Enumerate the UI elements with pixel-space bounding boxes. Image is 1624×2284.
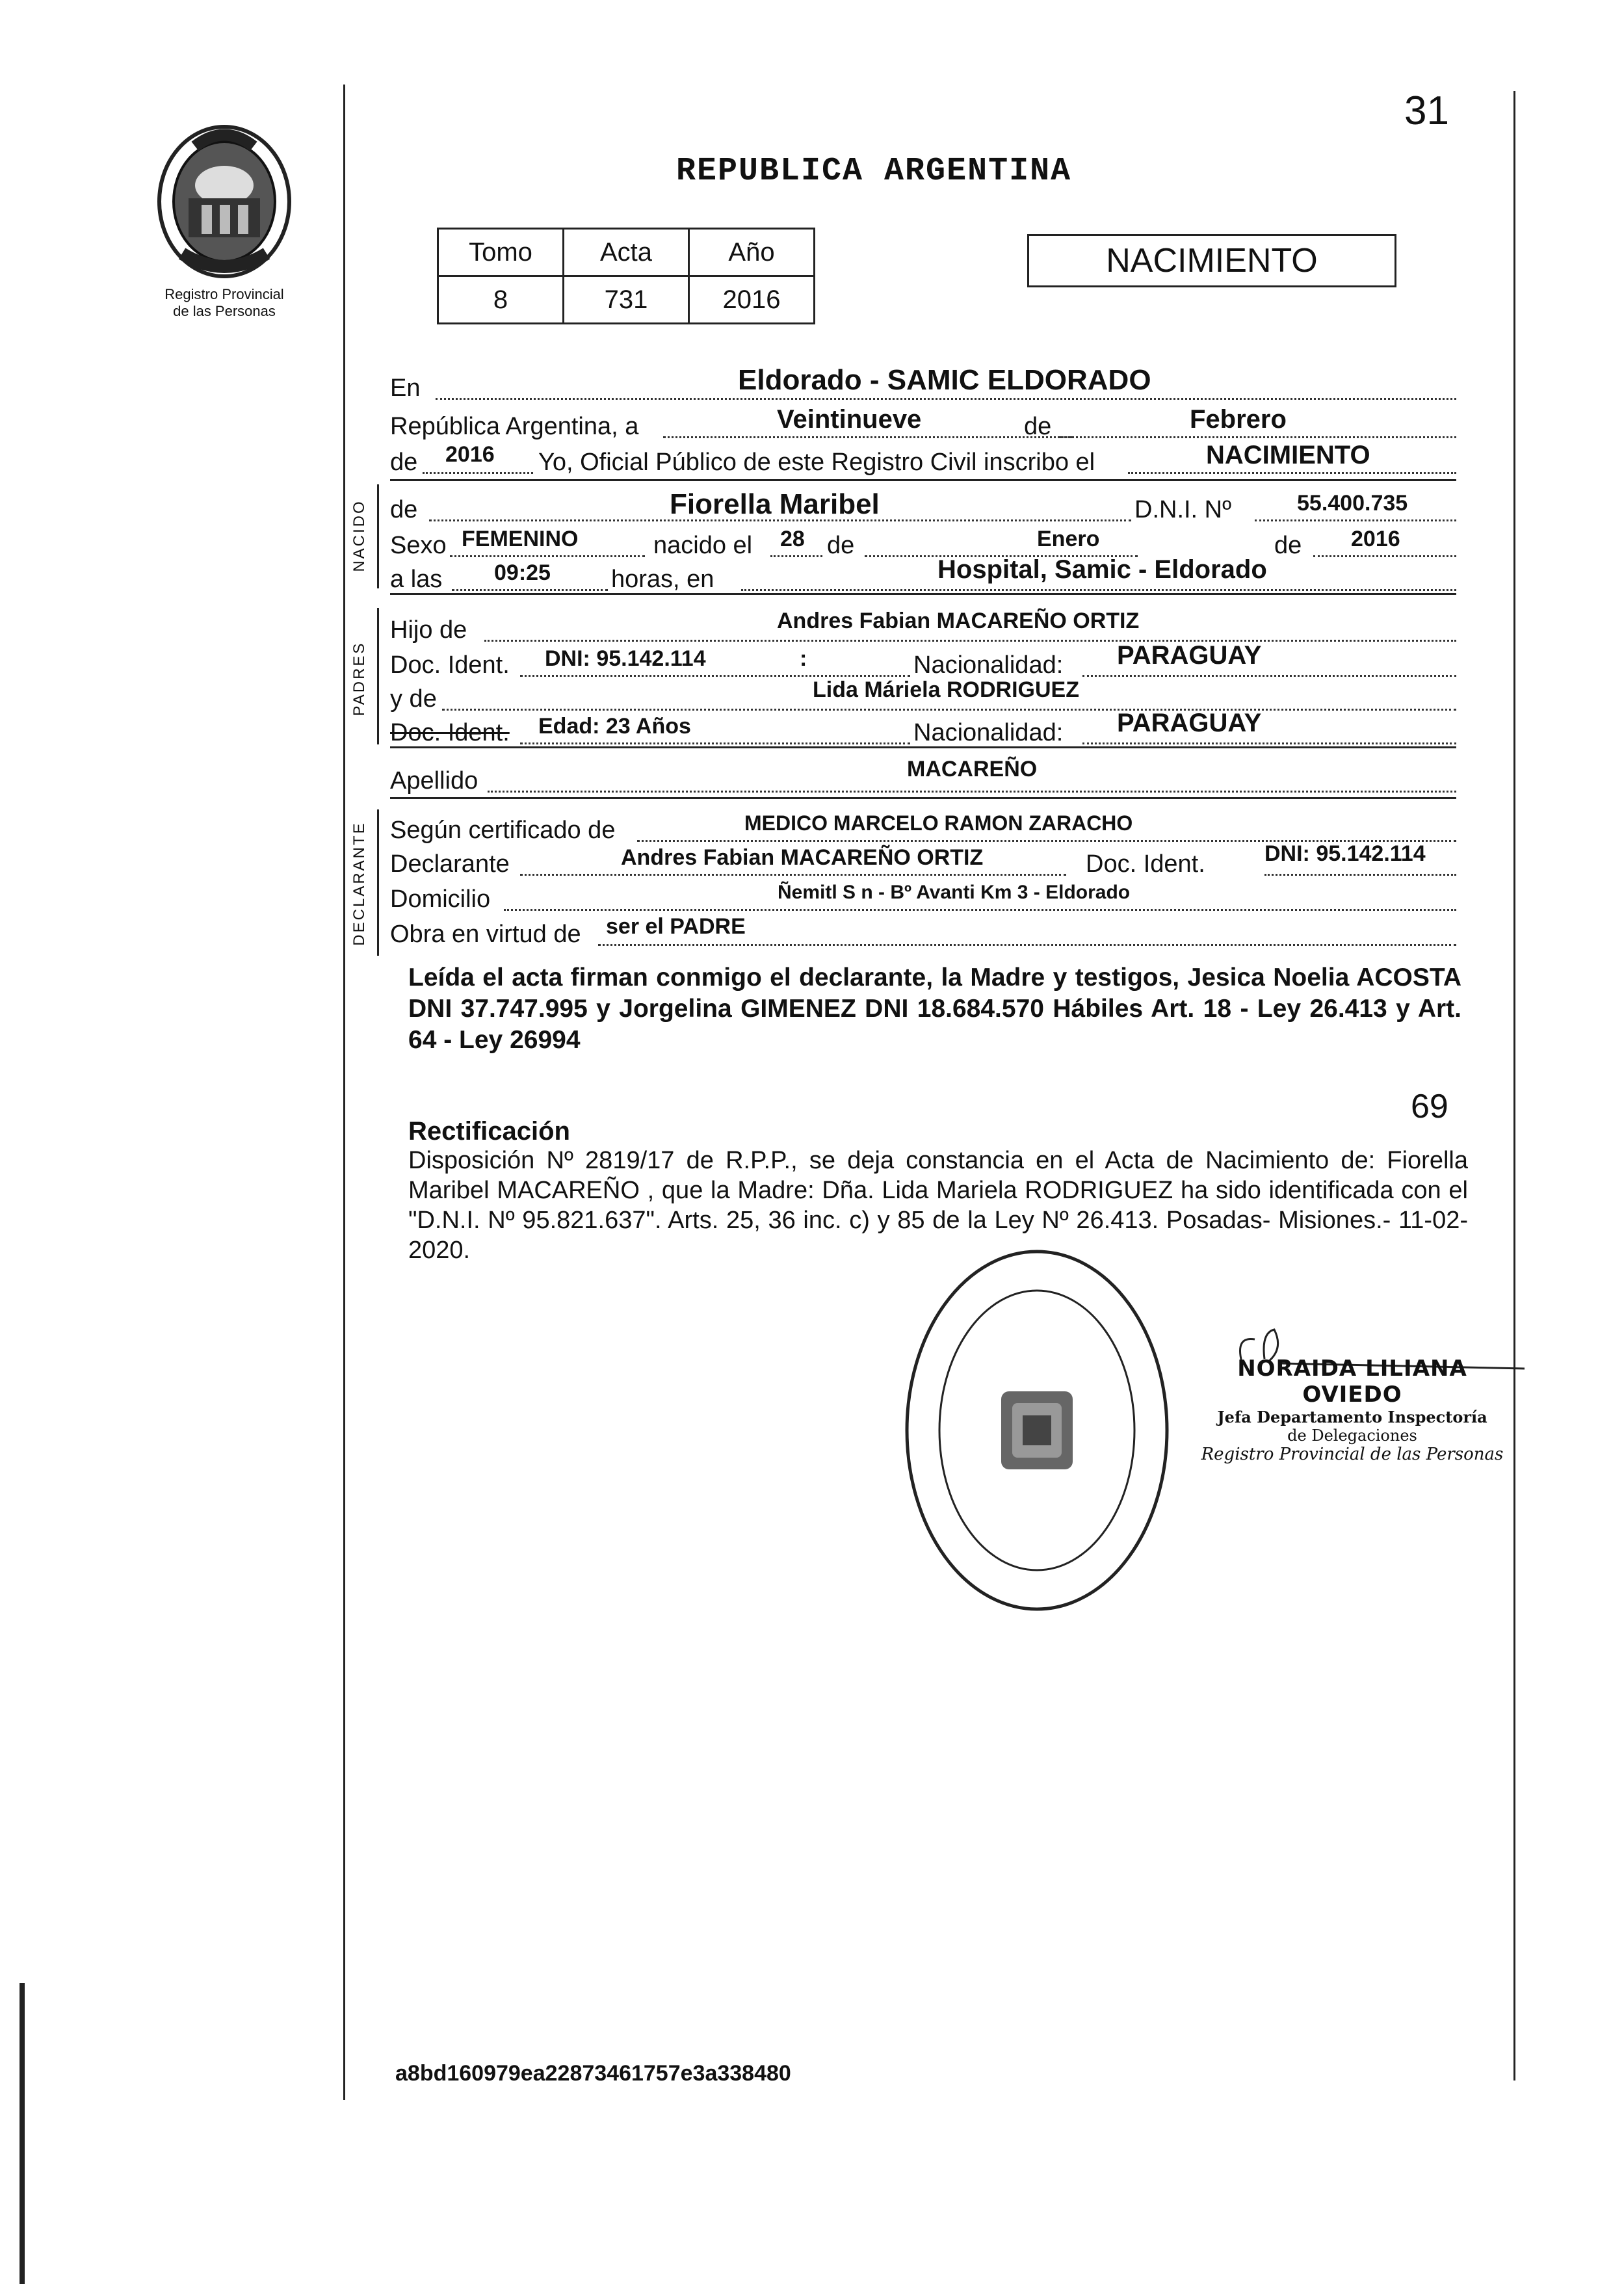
right-margin-line <box>1513 91 1515 2081</box>
yo-row <box>390 443 1456 476</box>
signer-office: Registro Provincial de las Personas <box>1201 1445 1504 1464</box>
sexo-label: Sexo <box>390 532 447 559</box>
birth-time: 09:25 <box>494 560 551 585</box>
child-name: Fiorella Maribel <box>670 488 880 520</box>
horas-label: horas, en <box>611 566 714 593</box>
domicilio-row <box>390 880 1456 913</box>
dom-value: Ñemitl S n - Bº Avanti Km 3 - Eldorado <box>778 882 1131 903</box>
fill-dots <box>1082 675 1456 677</box>
left-margin-line <box>343 85 345 2100</box>
declarante-section-label: DECLARANTE <box>350 821 368 946</box>
country-title: REPUBLICA ARGENTINA <box>676 153 1072 190</box>
province-coat-of-arms-logo <box>150 120 299 283</box>
en-label: En <box>390 374 421 402</box>
fill-dots <box>484 640 1456 642</box>
apellido-value: MACAREÑO <box>907 757 1038 781</box>
padres-bracket <box>377 608 379 744</box>
fill-dots <box>663 436 1073 438</box>
act-type-box: NACIMIENTO <box>1027 234 1396 287</box>
acta-value: 731 <box>564 276 689 324</box>
record-table-value-row <box>438 276 815 324</box>
record-table-header: Tomo <box>438 229 564 276</box>
fill-dots <box>1264 874 1456 876</box>
cert-value: MEDICO MARCELO RAMON ZARACHO <box>744 811 1133 835</box>
republica-row <box>390 405 1456 440</box>
mother-name: Lida Máriela RODRIGUEZ <box>813 677 1079 702</box>
nacido-bracket <box>377 484 379 588</box>
record-table-header: Año <box>689 229 815 276</box>
certificado-row <box>390 811 1456 844</box>
fill-dots <box>520 874 1066 876</box>
declarante-row <box>390 841 1456 878</box>
nacido-de-label: de <box>390 496 418 523</box>
rectificacion-body: Disposición Nº 2819/17 de R.P.P., se deja constancia en el Acta de Nacimiento de: Fiorella Maribel MACAREÑO , que la Madre: Dña. Lida Mariela RODRIGUEZ ha sido identificada con el "D.N.I. Nº 95.821.637". Arts. 25, 36 inc. c) y 85 de la Ley Nº 26.413. Posadas- Misiones.- 11-02-2020. <box>408 1147 1468 1264</box>
en-value: Eldorado - SAMIC ELDORADO <box>738 364 1151 396</box>
father-nac-label: Nacionalidad: <box>913 651 1064 679</box>
fill-dots <box>423 472 533 474</box>
section-rule <box>390 746 1456 748</box>
section-rule <box>390 797 1456 799</box>
nacido-time-row <box>390 555 1456 593</box>
apellido-label: Apellido <box>390 767 478 794</box>
cert-label: Según certificado de <box>390 817 616 844</box>
yde-label: y de <box>390 685 437 713</box>
child-dni: 55.400.735 <box>1297 491 1408 516</box>
padres-section-label: PADRES <box>350 641 368 716</box>
nacido-de-label3: de <box>1274 532 1302 559</box>
coat-of-arms-icon <box>150 120 299 283</box>
tomo-value: 8 <box>438 276 564 324</box>
mother-nationality: PARAGUAY <box>1117 709 1262 737</box>
obra-value: ser el PADRE <box>606 914 746 939</box>
fill-dots <box>450 555 645 557</box>
mother-age: Edad: 23 Años <box>538 714 691 739</box>
de-label: de <box>1024 413 1052 440</box>
logo-caption <box>124 286 325 320</box>
republica-label: República Argentina, a <box>390 413 639 440</box>
birth-month: Enero <box>1037 527 1100 551</box>
fill-dots <box>520 742 910 744</box>
father-doc: DNI: 95.142.114 <box>545 646 706 671</box>
page-number: 31 <box>1404 88 1449 133</box>
alas-label: a las <box>390 566 443 593</box>
dni-label: D.N.I. Nº <box>1134 496 1231 523</box>
section-rule <box>390 593 1456 595</box>
fill-dots <box>1313 555 1456 557</box>
day-value: Veintinueve <box>777 405 922 434</box>
rectificacion-title: Rectificación <box>408 1117 570 1146</box>
logo-caption-line1: Registro Provincial <box>164 286 284 302</box>
mother-doc-label: Doc. Ident. <box>390 719 510 746</box>
fill-dots <box>1128 472 1456 474</box>
father-name: Andres Fabian MACAREÑO ORTIZ <box>777 609 1140 633</box>
sexo-value: FEMENINO <box>462 527 579 551</box>
mother-nac-label: Nacionalidad: <box>913 719 1064 746</box>
fill-dots <box>442 709 1456 711</box>
nacido-section-label: NACIDO <box>350 499 368 572</box>
father-doc-label: Doc. Ident. <box>390 651 510 679</box>
fill-dots <box>1255 519 1456 521</box>
nacido-label: nacido el <box>653 532 753 559</box>
document-hash: a8bd160979ea22873461757e3a338480 <box>395 2061 791 2086</box>
hijo-label: Hijo de <box>390 616 467 644</box>
fill-dots <box>1082 742 1456 744</box>
apellido-row <box>390 759 1456 794</box>
birth-place: Hospital, Samic - Eldorado <box>937 555 1267 584</box>
father-nationality: PARAGUAY <box>1117 641 1262 670</box>
decl-label: Declarante <box>390 850 510 878</box>
logo-caption-line2: de las Personas <box>173 303 276 319</box>
section-rule <box>390 479 1456 481</box>
father-row <box>390 611 1456 644</box>
nacido-name-row <box>390 488 1456 523</box>
fill-dots <box>504 909 1456 911</box>
fill-dots <box>436 398 1456 400</box>
nacido-sexo-row <box>390 527 1456 559</box>
decl-doc-value: DNI: 95.142.114 <box>1264 841 1426 866</box>
decl-doc-label: Doc. Ident. <box>1086 850 1205 878</box>
fill-dots <box>770 555 822 557</box>
declarante-bracket <box>377 809 379 956</box>
mother-row <box>390 677 1456 713</box>
signer-title2: de Delegaciones <box>1287 1426 1417 1445</box>
fill-dots <box>1060 436 1456 438</box>
de2-label: de <box>390 449 418 476</box>
signature-block <box>1190 1356 1515 1464</box>
decl-value: Andres Fabian MACAREÑO ORTIZ <box>621 845 984 870</box>
signer-title: Jefa Departamento Inspectoría <box>1217 1408 1487 1426</box>
fill-dots <box>520 675 910 677</box>
fill-dots <box>598 944 1456 946</box>
obra-label: Obra en virtud de <box>390 921 581 948</box>
birth-year: 2016 <box>1351 527 1400 551</box>
month-value: Febrero <box>1190 405 1287 434</box>
mother-doc-row <box>390 709 1456 746</box>
left-edge-scan-bar <box>20 1983 25 2284</box>
year-value: 2016 <box>445 442 495 467</box>
official-stamp <box>900 1245 1173 1616</box>
father-doc-row <box>390 641 1456 679</box>
closing-paragraph: Leída el acta firman conmigo el declarante, la Madre y testigos, Jesica Noelia ACOSTA DNI 37.747.995 y Jorgelina GIMENEZ DNI 18.684.570 Hábiles Art. 18 - Ley 26.413 y Art. 64 - Ley 26994 <box>408 964 1461 1054</box>
inscribe-value: NACIMIENTO <box>1206 441 1370 469</box>
fill-dots <box>741 589 1456 591</box>
record-table <box>437 228 815 324</box>
margin-number: 69 <box>1411 1088 1448 1125</box>
ano-value: 2016 <box>689 276 815 324</box>
fill-dots <box>452 589 608 591</box>
birth-day: 28 <box>780 527 805 551</box>
signer-name: NORAIDA LILIANA OVIEDO <box>1237 1356 1467 1408</box>
yo-text: Yo, Oficial Público de este Registro Civil inscribo el <box>538 449 1095 476</box>
dom-label: Domicilio <box>390 886 491 913</box>
nacido-de-label2: de <box>827 532 855 559</box>
obra-row <box>390 915 1456 948</box>
en-row <box>390 364 1456 402</box>
official-seal-icon <box>900 1245 1173 1616</box>
father-doc-mark: : <box>800 646 807 671</box>
record-table-header: Acta <box>564 229 689 276</box>
record-table-header-row <box>438 229 815 276</box>
fill-dots <box>488 791 1456 793</box>
